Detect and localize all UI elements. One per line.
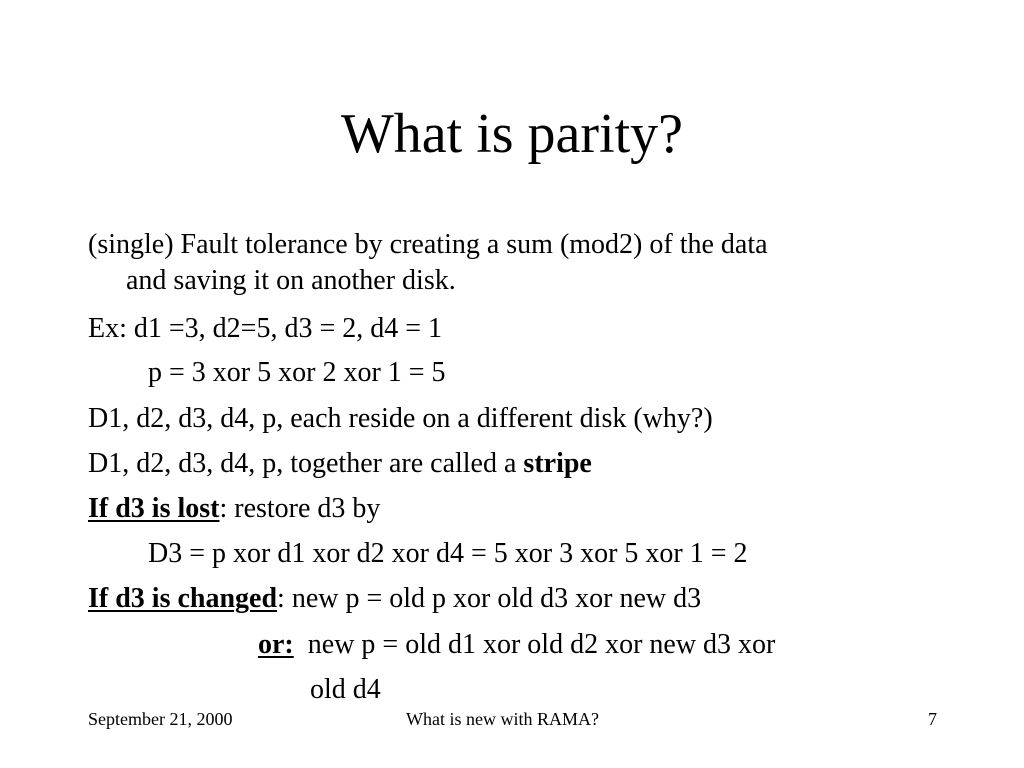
bullet-fault-tolerance-continued: and saving it on another disk. — [126, 265, 456, 296]
stripe-term: stripe — [523, 448, 592, 479]
footer-date: September 21, 2000 — [88, 709, 233, 729]
footer-page-number: 7 — [928, 709, 937, 729]
bullet-example: Ex: d1 =3, d2=5, d3 = 2, d4 = 1 — [88, 313, 443, 344]
if-changed-label: If d3 is changed — [88, 583, 278, 614]
if-changed-text: : new p = old p xor old d3 xor new d3 — [277, 583, 702, 614]
footer-title: What is new with RAMA? — [406, 709, 599, 729]
stripe-prefix: D1, d2, d3, d4, p, together are called a — [88, 448, 524, 479]
if-lost-text: : restore d3 by — [219, 493, 381, 524]
alternative-calc-continued: old d4 — [310, 674, 381, 705]
bullet-stripe — [88, 447, 592, 481]
slide-title: What is parity? — [340, 103, 684, 165]
restore-calc: D3 = p xor d1 xor d2 xor d4 = 5 xor 3 xor 5 xor 1 = 2 — [148, 538, 748, 569]
alternative-text: new p = old d1 xor old d2 xor new d3 xor — [293, 629, 776, 660]
if-lost-label: If d3 is lost — [88, 493, 220, 524]
bullet-if-lost — [88, 492, 380, 526]
or-label: or: — [258, 629, 294, 660]
example-parity-calc: p = 3 xor 5 xor 2 xor 1 = 5 — [148, 357, 446, 388]
bullet-disk-placement: D1, d2, d3, d4, p, each reside on a different disk (why?) — [88, 403, 713, 434]
bullet-if-changed — [88, 582, 701, 616]
bullet-fault-tolerance: (single) Fault tolerance by creating a sum (mod2) of the data — [88, 229, 768, 260]
alternative-calc — [258, 628, 775, 662]
